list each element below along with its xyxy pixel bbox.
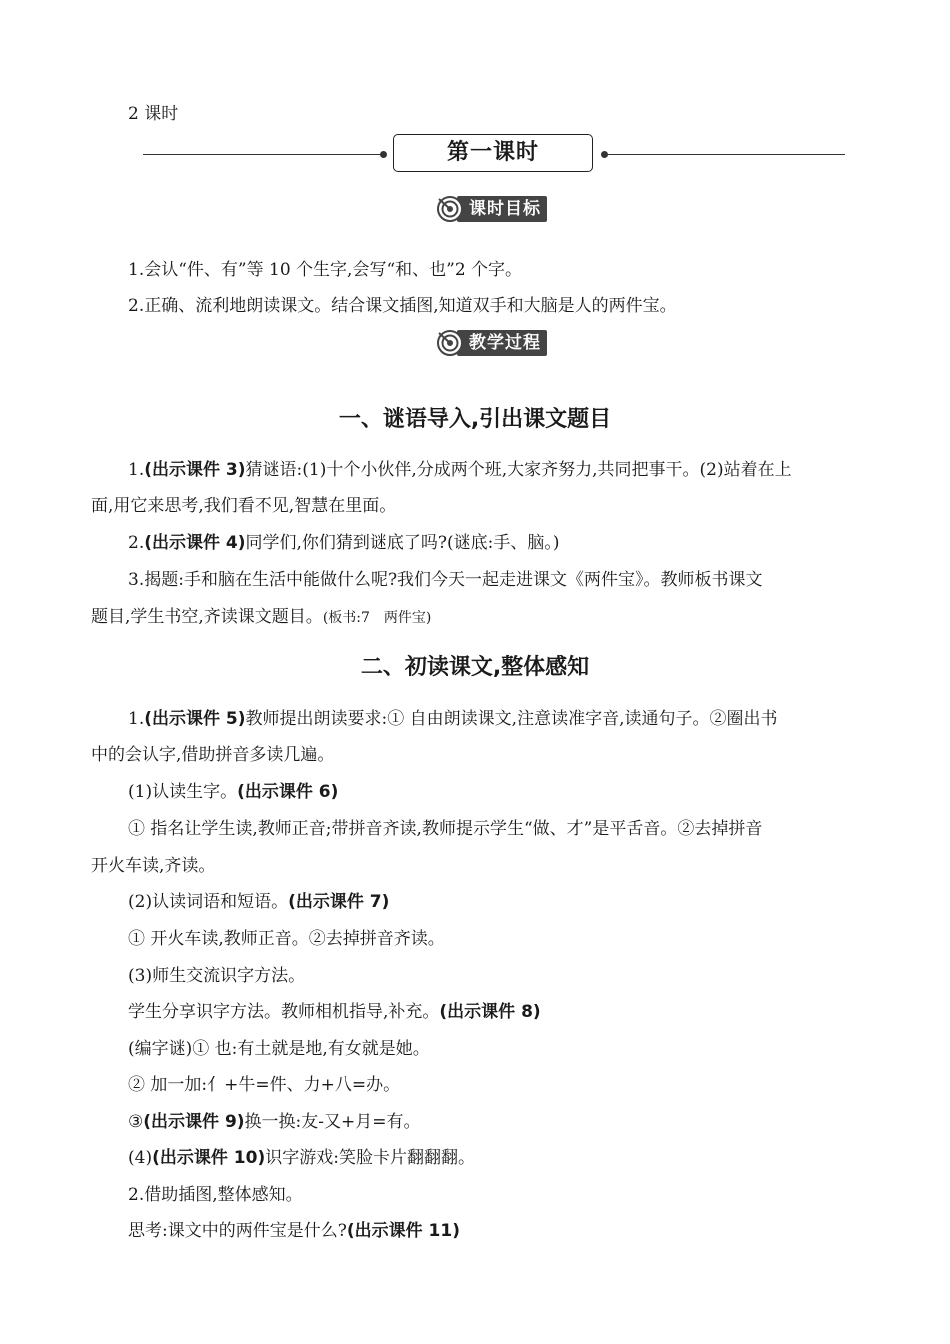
s1-p1-pre: 1.	[128, 460, 145, 480]
divider-line-right	[605, 154, 845, 155]
courseware-tag: (出示课件 9)	[143, 1112, 245, 1132]
s1-p1-line1	[128, 452, 792, 488]
s2-p1-text: 教师提出朗读要求:① 自由朗读课文,注意读准字音,读通句子。②圈出书	[245, 709, 778, 729]
method-swap-pre: ③	[128, 1112, 144, 1132]
board-note: (板书:7 两件宝)	[322, 610, 432, 626]
section-1-title: 一、谜语导入,引出课文题目	[338, 407, 612, 432]
method-riddle: (编字谜)① 也:有土就是地,有女就是她。	[128, 1039, 430, 1059]
divider-line-left	[143, 154, 383, 155]
s2-sub4-pre: (4)	[128, 1148, 153, 1168]
method-swap	[128, 1104, 421, 1140]
s2-sub1-text: (1)认读生字。	[128, 782, 238, 802]
s1-p3-line1: 3.揭题:手和脑在生活中能做什么呢?我们今天一起走进课文《两件宝》。教师板书课文	[128, 570, 763, 590]
method-swap-text: 换一换:友-又+月=有。	[244, 1112, 421, 1132]
s2-p1-line2: 中的会认字,借助拼音多读几遍。	[91, 745, 335, 765]
lesson-header	[143, 134, 845, 176]
courseware-tag: (出示课件 7)	[288, 892, 390, 912]
s1-p1-line2: 面,用它来思考,我们看不见,智慧在里面。	[91, 496, 397, 516]
courseware-tag: (出示课件 11)	[346, 1221, 460, 1241]
method-add: ② 加一加:亻+牛=件、力+八=办。	[128, 1075, 401, 1095]
s1-p1-text: 猜谜语:(1)十个小伙伴,分成两个班,大家齐努力,共同把事干。(2)站着在上	[245, 460, 792, 480]
courseware-tag: (出示课件 8)	[439, 1002, 541, 1022]
s2-p1-pre: 1.	[128, 709, 145, 729]
goal-1: 1.会认“件、有”等 10 个生字,会写“和、也”2 个字。	[128, 260, 523, 280]
courseware-tag: (出示课件 4)	[144, 533, 246, 553]
s2-sub2-detail: ① 开火车读,教师正音。②去掉拼音齐读。	[128, 929, 445, 949]
divider-dot-left	[380, 151, 387, 158]
s2-sub1-detail-line1: ① 指名让学生读,教师正音;带拼音齐读,教师提示学生“做、才”是平舌音。②去掉拼音	[128, 819, 763, 839]
s2-sub3: (3)师生交流识字方法。	[128, 966, 306, 986]
process-badge-label: 教学过程	[457, 330, 547, 356]
process-badge	[437, 329, 547, 357]
section-2-title: 二、初读课文,整体感知	[360, 655, 590, 680]
s1-p2	[128, 525, 560, 561]
courseware-tag: (出示课件 3)	[144, 460, 246, 480]
s2-sub1	[128, 774, 338, 810]
goal-2: 2.正确、流利地朗读课文。结合课文插图,知道双手和大脑是人的两件宝。	[128, 296, 677, 316]
lesson-title: 第一课时	[393, 134, 593, 172]
courseware-tag: (出示课件 10)	[152, 1148, 266, 1168]
goals-badge-label: 课时目标	[457, 196, 547, 222]
s2-sub4	[128, 1140, 475, 1176]
s2-think-text: 思考:课文中的两件宝是什么?	[128, 1221, 347, 1241]
courseware-tag: (出示课件 6)	[237, 782, 339, 802]
target-icon	[437, 330, 463, 356]
s2-sub3-detail-text: 学生分享识字方法。教师相机指导,补充。	[128, 1002, 440, 1022]
s2-p2: 2.借助插图,整体感知。	[128, 1185, 303, 1205]
goals-badge	[437, 195, 547, 223]
s2-sub2	[128, 884, 389, 920]
courseware-tag: (出示课件 5)	[144, 709, 246, 729]
s2-sub2-text: (2)认读词语和短语。	[128, 892, 289, 912]
class-hours: 2 课时	[128, 104, 179, 124]
s2-sub1-detail-line2: 开火车读,齐读。	[91, 856, 216, 876]
target-icon	[437, 196, 463, 222]
s1-p3-text: 题目,学生书空,齐读课文题目。	[91, 607, 323, 627]
s1-p3-line2	[91, 599, 431, 636]
s2-p1-line1	[128, 701, 777, 737]
s2-think	[128, 1213, 460, 1249]
s1-p2-pre: 2.	[128, 533, 145, 553]
s1-p2-text: 同学们,你们猜到谜底了吗?(谜底:手、脑。)	[245, 533, 560, 553]
s2-sub4-text: 识字游戏:笑脸卡片翻翻翻。	[265, 1148, 475, 1168]
s2-sub3-detail	[128, 994, 541, 1030]
